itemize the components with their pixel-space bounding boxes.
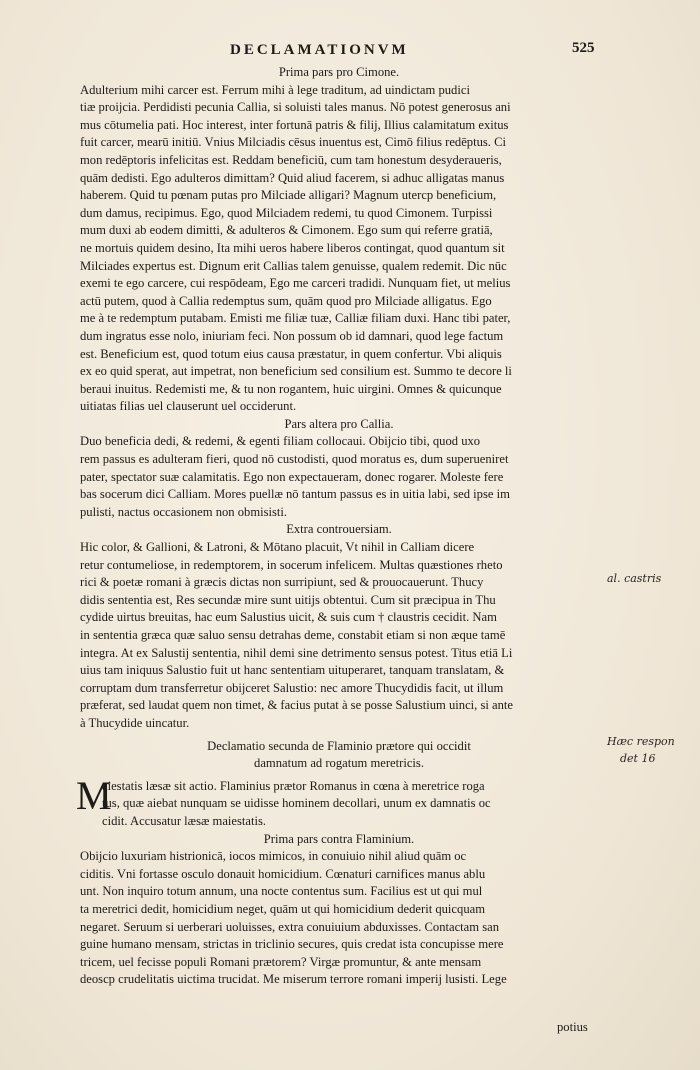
text-line: dum damus, recipimus. Ego, quod Milciadem redemi, tu quod Cimonem. Turpissi (80, 205, 493, 220)
section-heading-pars-altera: Pars altera pro Callia. (284, 416, 394, 431)
text-line: corruptam dum transferretur obijceret Salustio: nec amore Thucydidis facit, ut illum (80, 680, 504, 695)
marginal-note-respondet-line2: det 16 (620, 752, 656, 765)
text-line: deoscp crudelitatis uictima trucidat. Me miserum terrore romani imperij lusisti. Lege (80, 972, 507, 987)
declamatio-title-line1: Declamatio secunda de Flaminio prætore qui occidit (207, 738, 471, 753)
text-line: guine humano mensam, strictas in triclinio secures, quis credat ista concupisse mere (80, 937, 504, 952)
marginal-note-respondet-line1: Hæc respon (607, 735, 675, 748)
text-line: ta meretrici dedit, homicidium neget, quām ut qui homicidium dederit quicquam (80, 901, 485, 916)
text-line: beraui inuitus. Redemisti me, & tu non rogantem, huic uirgini. Omnes & quicunque (80, 381, 502, 396)
text-line: integra. At ex Salustij sententia, nihil demi sine detrimento sensus potest. Titus etiā Li (80, 645, 513, 660)
running-title: DECLAMATIONVM (230, 42, 409, 58)
declamatio-intro (76, 772, 598, 831)
section-body-pars-altera (80, 433, 598, 521)
text-line: tus, quæ aiebat nunquam se uidisse hominem decollari, unum ex damnatis oc (102, 796, 491, 811)
text-line: ciditis. Vni fortasse osculo donauit homicidium. Cœnaturi carnifices manus ablu (80, 866, 486, 881)
declamatio-title-line2: damnatum ad rogatum meretricis. (254, 756, 424, 771)
text-line: me à te redemptum putabam. Emisti me filiæ tuæ, Calliæ filiam duxi. Hanc tibi pater, (80, 311, 511, 326)
catchword: potius (557, 1020, 588, 1034)
text-line: à Thucydide uincatur. (80, 715, 190, 730)
text-line: pulisti, nactus occasionem non obmisisti. (80, 504, 288, 519)
text-line: tricem, uel fecisse populi Romani prætorem? Virgæ promuntur, & ante mensam (80, 954, 482, 969)
marginal-note-castris: al. castris (607, 572, 662, 585)
text-line: mus cōtumelia pati. Hoc interest, inter fortunā patris & filij, Illius calamitatum exitus (80, 117, 509, 132)
section-heading-prima-pars: Prima pars pro Cimone. (278, 65, 400, 79)
text-line: negaret. Seruum si uerberari uoluisses, extra conuiuium abduxisses. Contactam san (80, 919, 499, 934)
text-line: dum ingratus esse nolo, iniuriam feci. Non possum ob id damnari, quod lege factum (80, 328, 504, 343)
text-line: Milciades expertus est. Dignum erit Callias talem genuisse, qualem redemit. Dic nūc (80, 258, 507, 273)
text-line: actū putem, quod à Callia redemptus sum, quām quod pro Milciade alligatus. Ego (80, 293, 492, 308)
text-line: fuit carcer, mearū initiū. Vnius Milciadis cēsus inuentus est, Cimō filius redēptus. Ci (80, 135, 506, 150)
text-line: aiestatis læsæ sit actio. Flaminius prætor Romanus in cœna à meretrice roga (102, 778, 485, 793)
text-line: est. Beneficium est, quod totum eius causa præstatur, in quem confertur. Vbi aliquis (80, 346, 502, 361)
text-line: didis sententia est, Res secundæ mire sunt uitijs obtentui. Cum sit præcipua in Thu (80, 592, 496, 607)
section-body-prima-pars (80, 82, 598, 416)
text-line: ex eo quid sperat, aut impetrat, non beneficium sed consilium est. Summo te decore li (80, 364, 512, 379)
section-body-contra-flaminium (80, 848, 598, 989)
text-line: quām dedisti. Ego adulteros dimittam? Quid aliud facerem, si adhuc alligatas manus (80, 170, 505, 185)
text-line: Duo beneficia dedi, & redemi, & egenti filiam collocaui. Obijcio tibi, quod uxo (80, 434, 481, 449)
text-line: uius tam iniquus Salustio fuit ut hanc sententiam uituperaret, tanquam translatam, & (80, 663, 505, 678)
text-line: haberem. Quid tu pœnam putas pro Milciade alligari? Magnum utercp beneficium, (80, 188, 497, 203)
text-line: tiæ proijcia. Perdidisti pecunia Callia, si soluisti tales manus. Nō potest generosus ani (80, 100, 511, 115)
text-line: exemi te ego carcere, cui respōdeam, Ego me carceri tradidi. Nunquam fiet, ut melius (80, 276, 511, 291)
section-body-extra-controuersiam (80, 539, 598, 733)
text-line: bas socerum dici Calliam. Mores puellæ nō tantum passus es in uitia labi, sed ipse im (80, 487, 510, 502)
section-heading-extra-controuersiam: Extra controuersiam. (286, 522, 392, 537)
text-line: in sententia græca quæ saluo sensu detrahas deme, constabit etiam si non æque tamē (80, 628, 506, 642)
section-heading-contra-flaminium: Prima pars contra Flaminium. (263, 831, 415, 846)
text-line: rem passus es adulteram fieri, quod nō custodisti, quod moratus es, dum superueniret (80, 452, 509, 467)
text-line: ne mortuis quidem desino, Ita mihi ueros habere liberos contingat, quod quantum sit (80, 240, 505, 255)
text-line: Adulterium mihi carcer est. Ferrum mihi à lege traditum, ad uindictam pudici (80, 82, 470, 97)
text-line: præferat, sed laudat quem non timet, & facius putat à se posse Salustium uinci, si ante (80, 698, 513, 713)
text-line: cidit. Accusatur læsæ maiestatis. (102, 813, 267, 828)
text-line: uitiatas filias uel clauserunt uel occiderunt. (80, 399, 297, 414)
declamatio-intro-lines (102, 778, 598, 831)
main-text-block (76, 64, 598, 989)
text-line: rici & poetæ romani à græcis dictas non surripiunt, sed & prouocauerunt. Thucy (80, 575, 484, 590)
text-line: pater, spectator suæ calamitatis. Ego non expectaueram, donec rogarer. Moleste fere (80, 469, 504, 484)
text-line: retur contumeliose, in redemptorem, in socerum infelicem. Multas quæstiones rheto (80, 557, 503, 572)
text-line: mum duxi ab eodem dimitti, & adulteros & Cimonem. Ego sum qui referre gratiā, (80, 223, 493, 238)
text-line: cydide uirtus breuitas, hac eum Salustius uicit, & suis cum † claustris cecidit. Nam (80, 610, 497, 625)
text-line: mon redēptoris infelicitas est. Reddam beneficiū, cum tam honestum desyderaueris, (80, 152, 502, 167)
text-line: Obijcio luxuriam histrionicā, iocos mimicos, in conuiuio nihil aliud quām oc (80, 849, 467, 864)
page-number: 525 (572, 40, 595, 56)
drop-capital: M (76, 772, 112, 818)
text-line: Hic color, & Gallioni, & Latroni, & Mōtano placuit, Vt nihil in Calliam dicere (80, 540, 475, 555)
text-line: unt. Non inquiro totum annum, una nocte contentus sum. Facilius est ut qui mul (80, 884, 483, 899)
